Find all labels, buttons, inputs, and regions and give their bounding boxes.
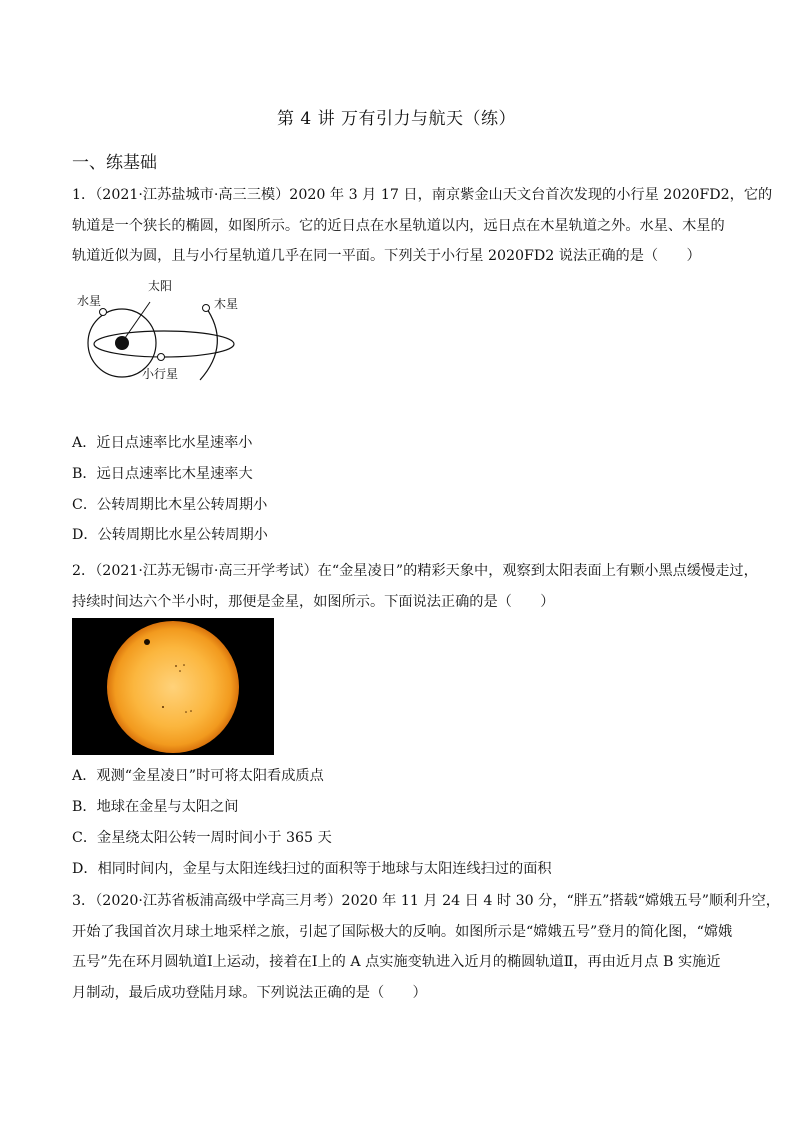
asteroid-dot (158, 354, 165, 361)
question-3-line: 月制动，最后成功登陆月球。下列说法正确的是（ ） (72, 984, 427, 1001)
asteroid-orbit (94, 331, 234, 357)
question-3-line: 五号”先在环月圆轨道Ⅰ上运动，接着在Ⅰ上的 A 点实施变轨进入近月的椭圆轨道Ⅱ，再由近月点 B 实施近 (72, 954, 721, 970)
mercury-label: 水星 (77, 294, 102, 308)
question-2-option-d: D．相同时间内，金星与太阳连线扫过的面积等于地球与太阳连线扫过的面积 (72, 861, 552, 877)
sunspot (185, 711, 187, 713)
asteroid-label: 小行星 (142, 367, 179, 381)
question-2-option-c: C．金星绕太阳公转一周时间小于 365 天 (72, 830, 332, 846)
sunspot (179, 670, 181, 672)
mercury-dot (100, 309, 107, 316)
venus-transit-photo (72, 618, 274, 755)
sunspot (162, 706, 164, 708)
section-heading: 一、练基础 (72, 153, 157, 173)
question-1-line: 1．（2021·江苏盐城市·高三三模）2020 年 3 月 17 日，南京紫金山天文台首次发现的小行星 2020FD2，它的 (72, 187, 773, 203)
sunspot (183, 664, 185, 666)
question-1-option-a: A．近日点速率比水星速率小 (72, 435, 253, 451)
question-2-line: 持续时间达六个半小时，那便是金星，如图所示。下面说法正确的是（ ） (72, 593, 555, 610)
venus-dot (144, 639, 150, 645)
sun-dot (115, 336, 129, 350)
question-2-option-a: A．观测“金星凌日”时可将太阳看成质点 (72, 768, 324, 784)
jupiter-label: 木星 (214, 297, 239, 311)
question-1-option-d: D．公转周期比水星公转周期小 (72, 527, 268, 543)
question-1-line: 轨道是一个狭长的椭圆，如图所示。它的近日点在水星轨道以内，远日点在木星轨道之外。水星、木星的 (72, 217, 725, 234)
question-3-line: 开始了我国首次月球土地采样之旅，引起了国际极大的反响。如图所示是“嫦娥五号”登月的简化图，“嫦娥 (72, 923, 733, 940)
question-1-option-b: B．远日点速率比木星速率大 (72, 466, 253, 482)
question-1-line: 轨道近似为圆，且与小行星轨道几乎在同一平面。下列关于小行星 2020FD2 说法正确的是（ ） (72, 248, 701, 264)
orbit-diagram (72, 276, 242, 386)
sunspot (190, 710, 192, 712)
sunspot (175, 665, 177, 667)
sun-disk (107, 621, 239, 753)
question-1-stem (72, 180, 773, 272)
question-3-stem (72, 886, 780, 1008)
question-3-line: 3．（2020·江苏省板浦高级中学高三月考）2020 年 11 月 24 日 4 时 30 分，“胖五”搭载“嫦娥五号”顺利升空， (72, 893, 780, 909)
sun-label: 太阳 (148, 279, 173, 293)
question-1-option-c: C．公转周期比木星公转周期小 (72, 497, 268, 513)
question-2-stem (72, 556, 758, 617)
jupiter-dot (203, 305, 210, 312)
jupiter-orbit (200, 306, 217, 380)
page-title: 第 4 讲 万有引力与航天（练） (276, 109, 517, 129)
question-2-line: 2．（2021·江苏无锡市·高三开学考试）在“金星凌日”的精彩天象中，观察到太阳表面上有颗小黑点缓慢走过， (72, 563, 758, 579)
question-2-option-b: B．地球在金星与太阳之间 (72, 799, 239, 815)
